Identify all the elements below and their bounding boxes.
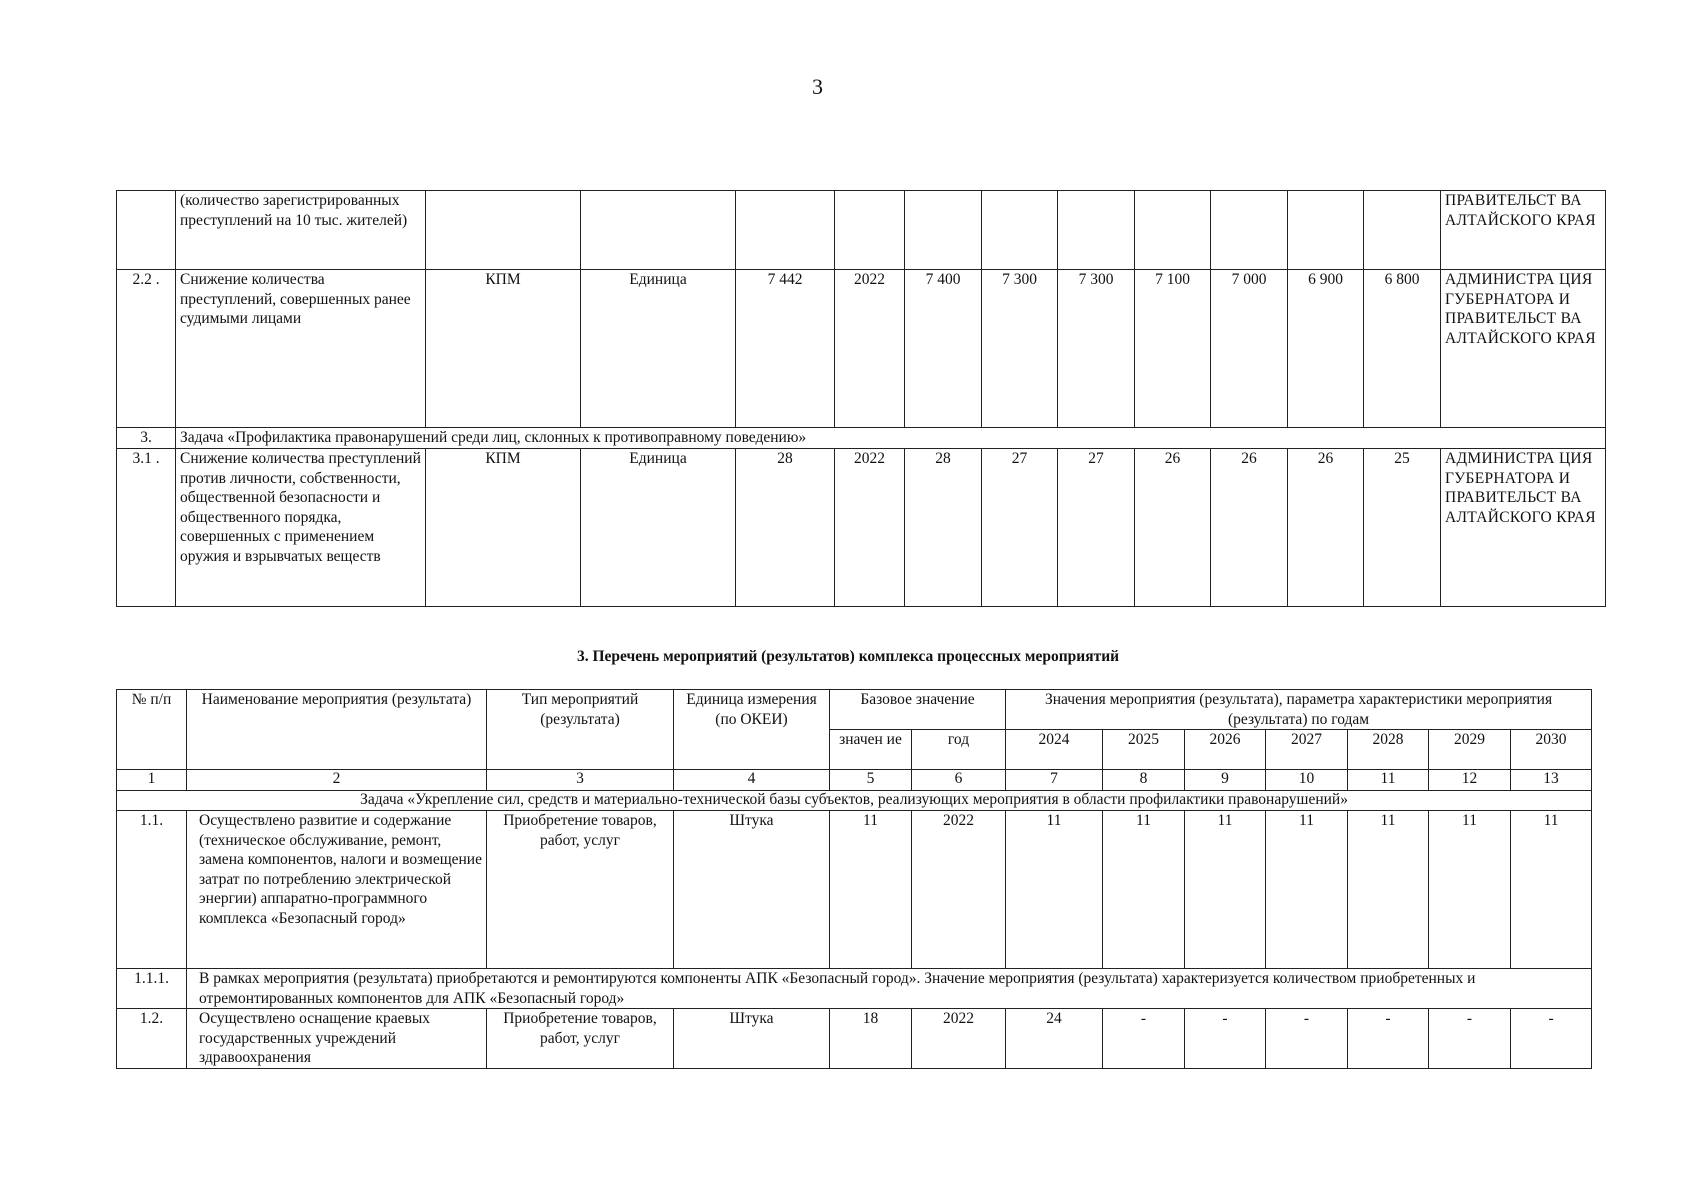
year-value: - — [1429, 1009, 1511, 1069]
column-index: 5 — [830, 770, 912, 791]
unit: Единица — [581, 270, 736, 428]
year-value: 11 — [1511, 811, 1592, 969]
year-value: 26 — [1288, 449, 1364, 607]
year-value: 25 — [1364, 449, 1441, 607]
year-value: 7 400 — [905, 270, 982, 428]
base-year: 2022 — [835, 449, 905, 607]
base-year: 2022 — [835, 270, 905, 428]
indicators-table — [116, 190, 1606, 607]
table-row — [117, 449, 1606, 607]
row-number: 1.1.1. — [117, 969, 187, 1009]
page-number: 3 — [812, 74, 823, 99]
year-value: 11 — [1185, 811, 1266, 969]
year-value: 7 300 — [1058, 270, 1135, 428]
table-row — [117, 969, 1592, 1009]
header-year: 2029 — [1429, 730, 1511, 770]
header-unit: Единица измерения (по ОКЕИ) — [674, 690, 830, 770]
column-index: 8 — [1103, 770, 1185, 791]
column-index: 6 — [912, 770, 1006, 791]
column-index-row — [117, 770, 1592, 791]
header-year: 2028 — [1348, 730, 1429, 770]
header-type: Тип мероприятий (результата) — [487, 690, 674, 770]
row-number — [117, 191, 176, 270]
year-value: 7 100 — [1135, 270, 1211, 428]
year-value: - — [1348, 1009, 1429, 1069]
activity-description: В рамках мероприятия (результата) приобретаются и ремонтируются компоненты АПК «Безопасный город». Значение мероприятия (результата) характеризуется количеством приобретенных и отремонтированных компонентов для АПК «Безопасный город» — [187, 969, 1592, 1009]
year-value: - — [1185, 1009, 1266, 1069]
header-year: 2026 — [1185, 730, 1266, 770]
year-value: 7 000 — [1211, 270, 1288, 428]
header-year: 2024 — [1006, 730, 1103, 770]
section-title: 3. Перечень мероприятий (результатов) комплекса процессных мероприятий — [576, 648, 1120, 665]
header-year: 2030 — [1511, 730, 1592, 770]
unit: Штука — [674, 811, 830, 969]
task-number: 3. — [117, 428, 176, 449]
responsible-org: АДМИНИСТРА ЦИЯ ГУБЕРНАТОРА И ПРАВИТЕЛЬСТ ВА АЛТАЙСКОГО КРАЯ — [1441, 449, 1606, 607]
table-row — [117, 811, 1592, 969]
header-name: Наименование мероприятия (результата) — [187, 690, 487, 770]
row-number: 2.2 . — [117, 270, 176, 428]
header-num: № п/п — [117, 690, 187, 770]
activity-type: Приобретение товаров, работ, услуг — [487, 1009, 674, 1069]
year-value: 6 800 — [1364, 270, 1441, 428]
year-value: 11 — [1429, 811, 1511, 969]
year-value: 7 300 — [982, 270, 1058, 428]
task-title: Задача «Укрепление сил, средств и материально-технической базы субъектов, реализующих мероприятия в области профилактики правонарушений» — [117, 791, 1592, 811]
column-index: 9 — [1185, 770, 1266, 791]
column-index: 4 — [674, 770, 830, 791]
task-row — [117, 791, 1592, 811]
year-value: 27 — [1058, 449, 1135, 607]
header-base-value: значен ие — [830, 730, 912, 770]
year-value: - — [1511, 1009, 1592, 1069]
year-value: 24 — [1006, 1009, 1103, 1069]
base-year: 2022 — [912, 1009, 1006, 1069]
year-value: 6 900 — [1288, 270, 1364, 428]
header-years-group: Значения мероприятия (результата), параметра характеристики мероприятия (результата) по годам — [1006, 690, 1592, 730]
activity-name: Осуществлено развитие и содержание (техническое обслуживание, ремонт, замена компонентов, налоги и возмещение затрат по потреблению электрической энергии) аппаратно-программного комплекса «Безопасный город» — [187, 811, 487, 969]
indicator-name: (количество зарегистрированных преступлений на 10 тыс. жителей) — [176, 191, 426, 270]
responsible-org: ПРАВИТЕЛЬСТ ВА АЛТАЙСКОГО КРАЯ — [1441, 191, 1606, 270]
table-row — [117, 1009, 1592, 1069]
column-index: 7 — [1006, 770, 1103, 791]
year-value: 26 — [1135, 449, 1211, 607]
base-value: 28 — [736, 449, 835, 607]
responsible-org: АДМИНИСТРА ЦИЯ ГУБЕРНАТОРА И ПРАВИТЕЛЬСТ ВА АЛТАЙСКОГО КРАЯ — [1441, 270, 1606, 428]
table-row — [117, 191, 1606, 270]
header-base: Базовое значение — [830, 690, 1006, 730]
base-year: 2022 — [912, 811, 1006, 969]
column-index: 2 — [187, 770, 487, 791]
indicator-level: КПМ — [426, 449, 581, 607]
row-number: 1.1. — [117, 811, 187, 969]
year-value: 27 — [982, 449, 1058, 607]
year-value: - — [1266, 1009, 1348, 1069]
indicator-level: КПМ — [426, 270, 581, 428]
header-base-year: год — [912, 730, 1006, 770]
year-value: 11 — [1006, 811, 1103, 969]
column-index: 3 — [487, 770, 674, 791]
base-value: 11 — [830, 811, 912, 969]
row-number: 1.2. — [117, 1009, 187, 1069]
column-index: 10 — [1266, 770, 1348, 791]
column-index: 1 — [117, 770, 187, 791]
column-index: 12 — [1429, 770, 1511, 791]
task-row — [117, 428, 1606, 449]
task-title: Задача «Профилактика правонарушений среди лиц, склонных к противоправному поведению» — [176, 428, 1606, 449]
base-value: 7 442 — [736, 270, 835, 428]
year-value: 26 — [1211, 449, 1288, 607]
year-value: 11 — [1266, 811, 1348, 969]
indicator-name: Снижение количества преступлений против личности, собственности, общественной безопасности и общественного порядка, совершенных с применением оружия и взрывчатых веществ — [176, 449, 426, 607]
column-index: 13 — [1511, 770, 1592, 791]
activity-name: Осуществлено оснащение краевых государственных учреждений здравоохранения — [187, 1009, 487, 1069]
unit: Штука — [674, 1009, 830, 1069]
year-value: 11 — [1103, 811, 1185, 969]
year-value: 11 — [1348, 811, 1429, 969]
activities-table — [116, 689, 1592, 1069]
column-index: 11 — [1348, 770, 1429, 791]
base-value: 18 — [830, 1009, 912, 1069]
activity-type: Приобретение товаров, работ, услуг — [487, 811, 674, 969]
header-row — [117, 690, 1592, 730]
indicator-name: Снижение количества преступлений, совершенных ранее судимыми лицами — [176, 270, 426, 428]
year-value: 28 — [905, 449, 982, 607]
table-row — [117, 270, 1606, 428]
unit: Единица — [581, 449, 736, 607]
header-year: 2027 — [1266, 730, 1348, 770]
header-year: 2025 — [1103, 730, 1185, 770]
row-number: 3.1 . — [117, 449, 176, 607]
year-value: - — [1103, 1009, 1185, 1069]
